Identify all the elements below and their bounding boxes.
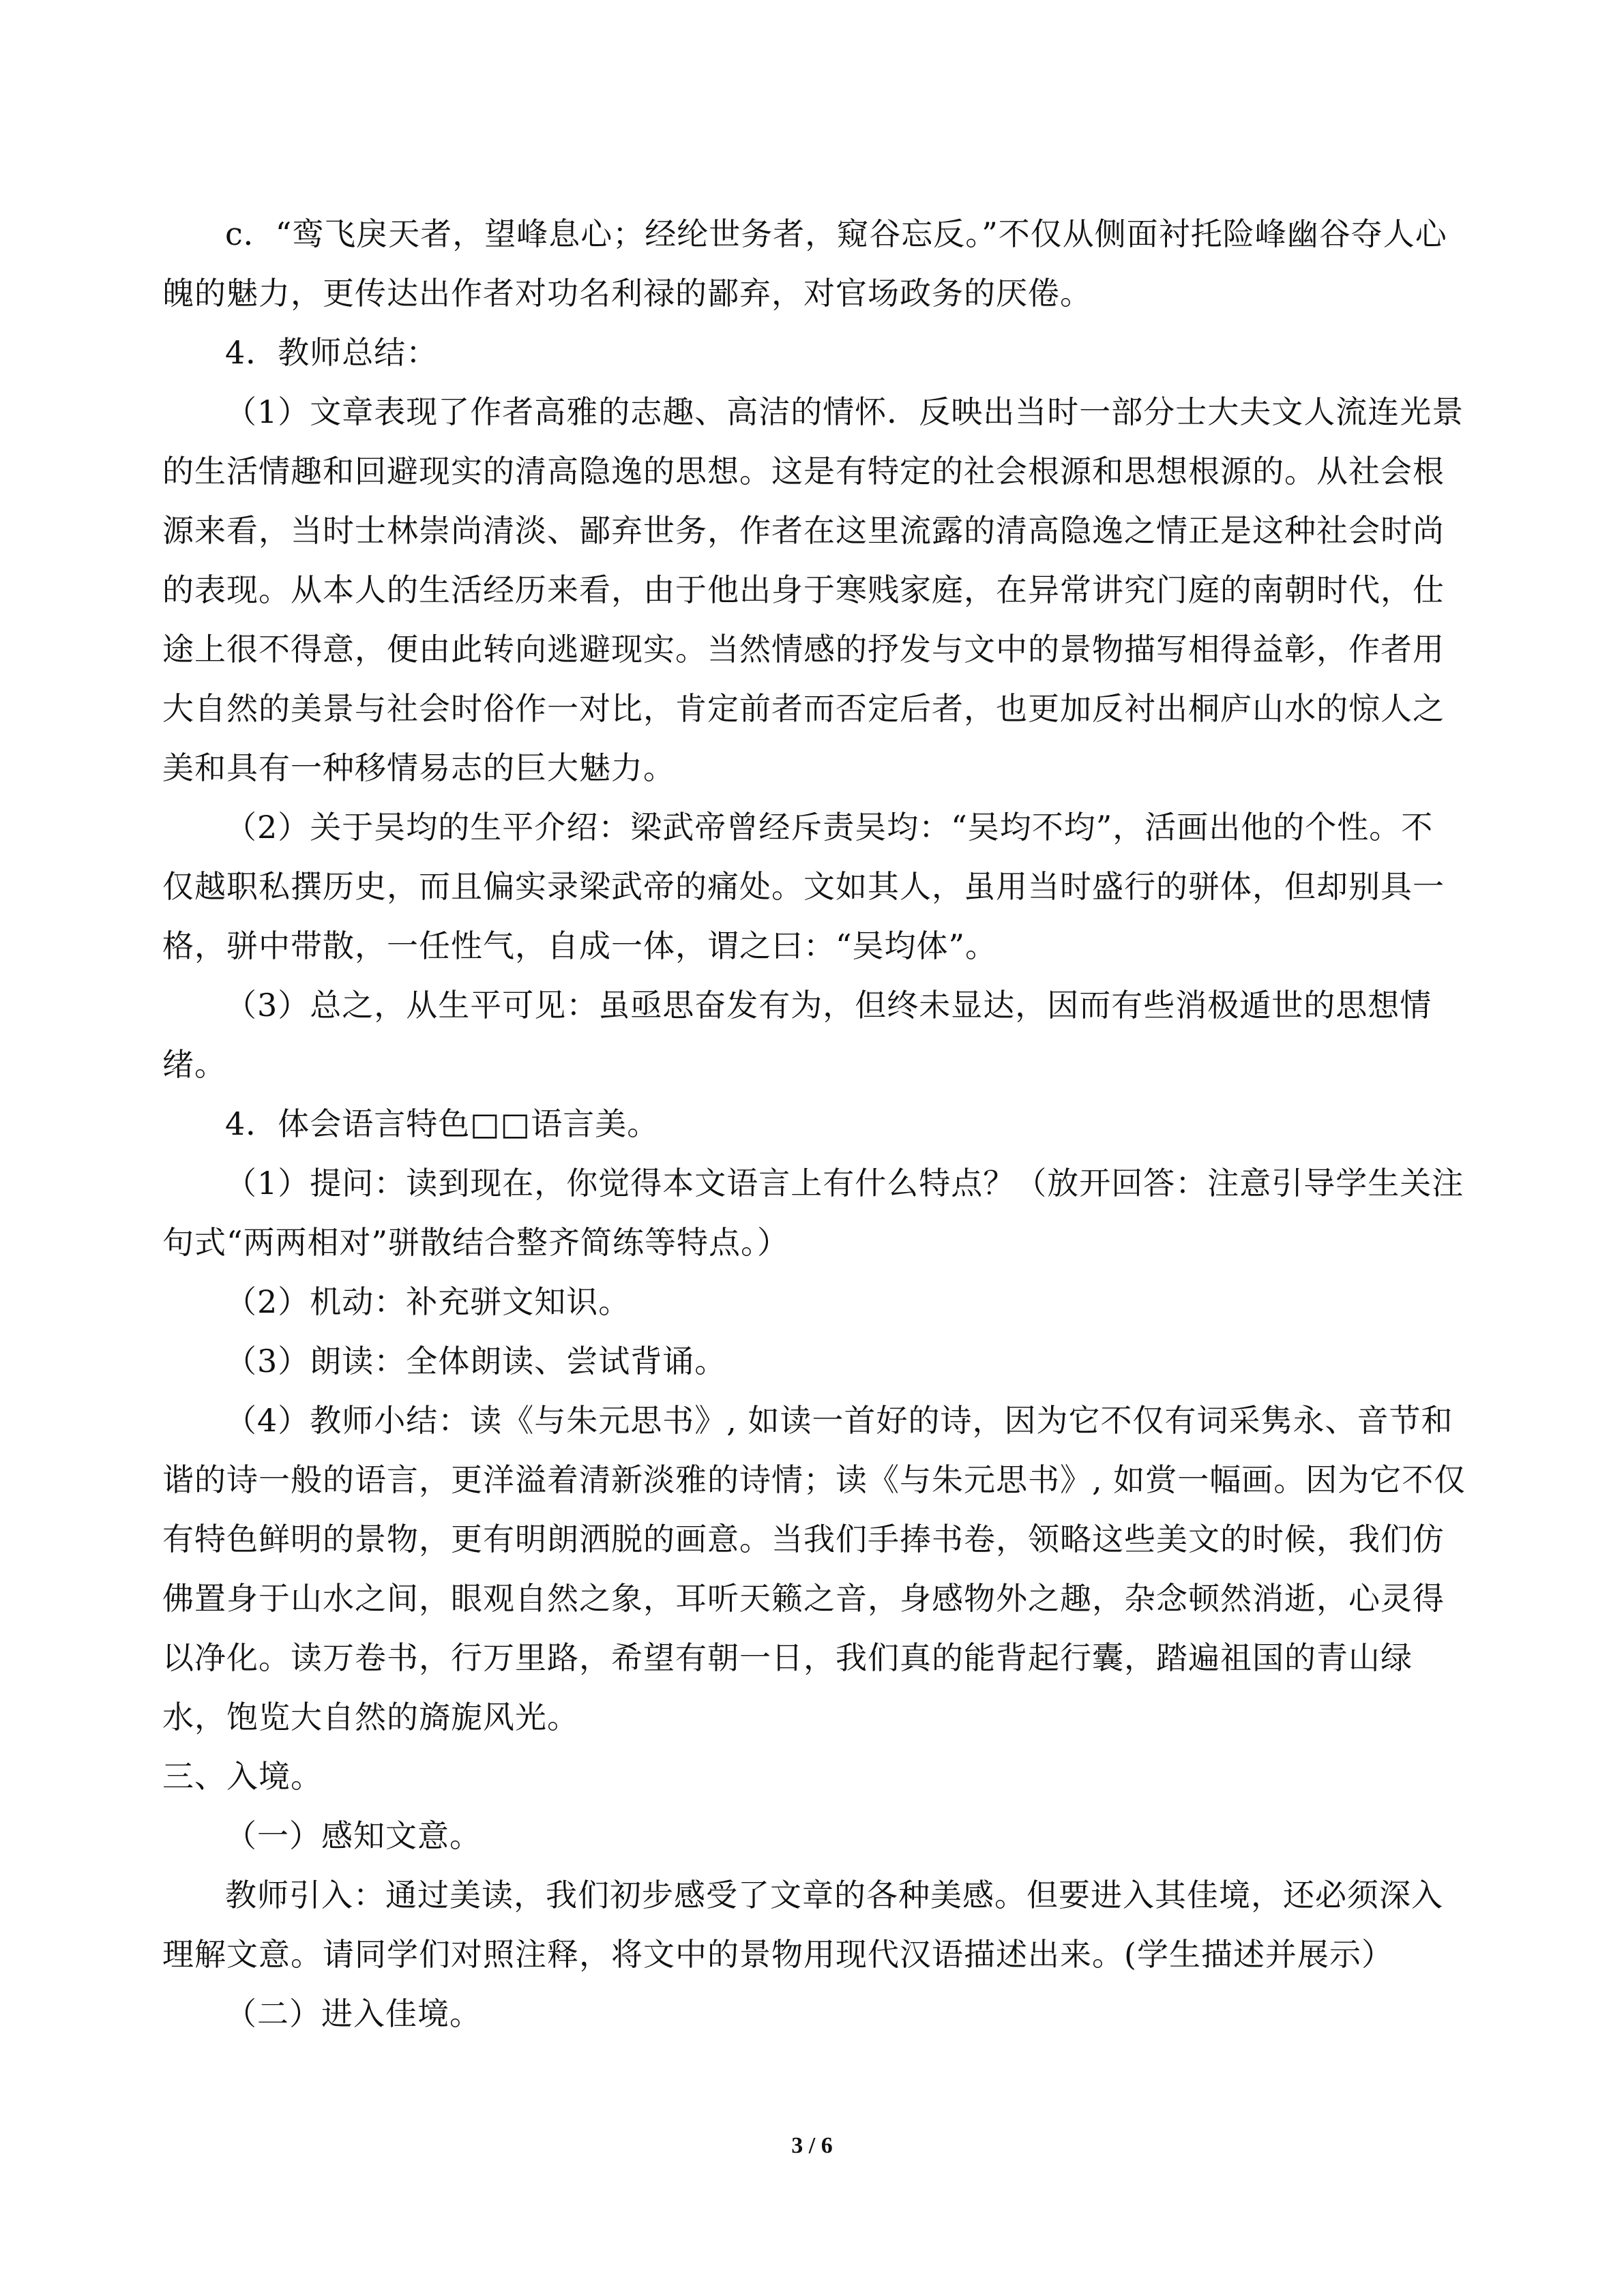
section-heading: 4．体会语言特色□□语言美。 (225, 1105, 660, 1142)
subsection-heading: （一）感知文意。 (225, 1817, 482, 1854)
section-heading: 三、入境。 (162, 1758, 323, 1795)
paragraph-line: （1）文章表现了作者高雅的志趣、高洁的情怀．反映出当时一部分士大夫文人流连光景 (225, 393, 1464, 430)
paragraph-line: 的表现。从本人的生活经历来看，由于他出身于寒贱家庭，在异常讲究门庭的南朝时代，仕 (162, 571, 1445, 608)
paragraph-line: 源来看，当时士林崇尚清淡、鄙弃世务，作者在这里流露的清高隐逸之情正是这种社会时尚 (162, 512, 1445, 549)
section-heading: 4．教师总结： (225, 334, 439, 371)
subsection-heading: （二）进入佳境。 (225, 1995, 482, 2032)
paragraph-line: 佛置身于山水之间，眼观自然之象，耳听天籁之音，身感物外之趣，杂念顿然消逝，心灵得 (162, 1580, 1445, 1617)
paragraph-line: 绪。 (162, 1046, 226, 1083)
document-body (162, 205, 1479, 2044)
paragraph-line: 途上很不得意，便由此转向逃避现实。当然情感的抒发与文中的景物描写相得益彰，作者用 (162, 631, 1445, 668)
paragraph-line: 水，饱览大自然的旖旎风光。 (162, 1699, 579, 1735)
page-number: 3 / 6 (791, 2133, 833, 2158)
paragraph-line: c．“鸾飞戾天者，望峰息心；经纶世务者，窥谷忘反。”不仅从侧面衬托险峰幽谷夺人心 (225, 215, 1447, 252)
paragraph-line: 句式“两两相对”骈散结合整齐简练等特点。） (162, 1224, 790, 1261)
paragraph-line: 谐的诗一般的语言，更洋溢着清新淡雅的诗情；读《与朱元思书》, 如赏一幅画。因为它不仅 (162, 1461, 1466, 1498)
paragraph-line: 理解文意。请同学们对照注释，将文中的景物用现代汉语描述出来。(学生描述并展示） (162, 1936, 1393, 1973)
paragraph-line: （4）教师小结：读《与朱元思书》, 如读一首好的诗，因为它不仅有词采隽永、音节和 (225, 1402, 1453, 1439)
paragraph-line: 有特色鲜明的景物，更有明朗洒脱的画意。当我们手捧书卷，领略这些美文的时候，我们仿 (162, 1521, 1445, 1557)
paragraph-line: 大自然的美景与社会时俗作一对比，肯定前者而否定后者，也更加反衬出桐庐山水的惊人之 (162, 690, 1445, 727)
paragraph-line: 教师引入：通过美读，我们初步感受了文章的各种美感。但要进入其佳境，还必须深入 (225, 1877, 1443, 1913)
paragraph-line: 美和具有一种移情易志的巨大魅力。 (162, 749, 675, 786)
paragraph-line: 魄的魅力，更传达出作者对功名利禄的鄙弃，对官场政务的厌倦。 (162, 275, 1092, 312)
paragraph-line: （3）总之，从生平可见：虽亟思奋发有为，但终未显达，因而有些消极遁世的思想情 (225, 987, 1432, 1024)
paragraph-line: （1）提问：读到现在，你觉得本文语言上有什么特点？（放开回答：注意引导学生关注 (225, 1165, 1464, 1202)
paragraph-line: （2）机动：补充骈文知识。 (225, 1283, 631, 1320)
paragraph-line: （2）关于吴均的生平介绍：梁武帝曾经斥责吴均：“吴均不均”，活画出他的个性。不 (225, 809, 1434, 846)
paragraph-line: （3）朗读：全体朗读、尝试背诵。 (225, 1343, 727, 1380)
paragraph-line: 格，骈中带散，一任性气，自成一体，谓之曰：“吴均体”。 (162, 927, 998, 964)
paragraph-line: 的生活情趣和回避现实的清高隐逸的思想。这是有特定的社会根源和思想根源的。从社会根 (162, 453, 1445, 490)
paragraph-line: 以净化。读万卷书，行万里路，希望有朝一日，我们真的能背起行囊，踏遍祖国的青山绿 (162, 1639, 1413, 1676)
paragraph-line: 仅越职私撰历史，而且偏实录梁武帝的痛处。文如其人，虽用当时盛行的骈体，但却别具一 (162, 868, 1445, 905)
